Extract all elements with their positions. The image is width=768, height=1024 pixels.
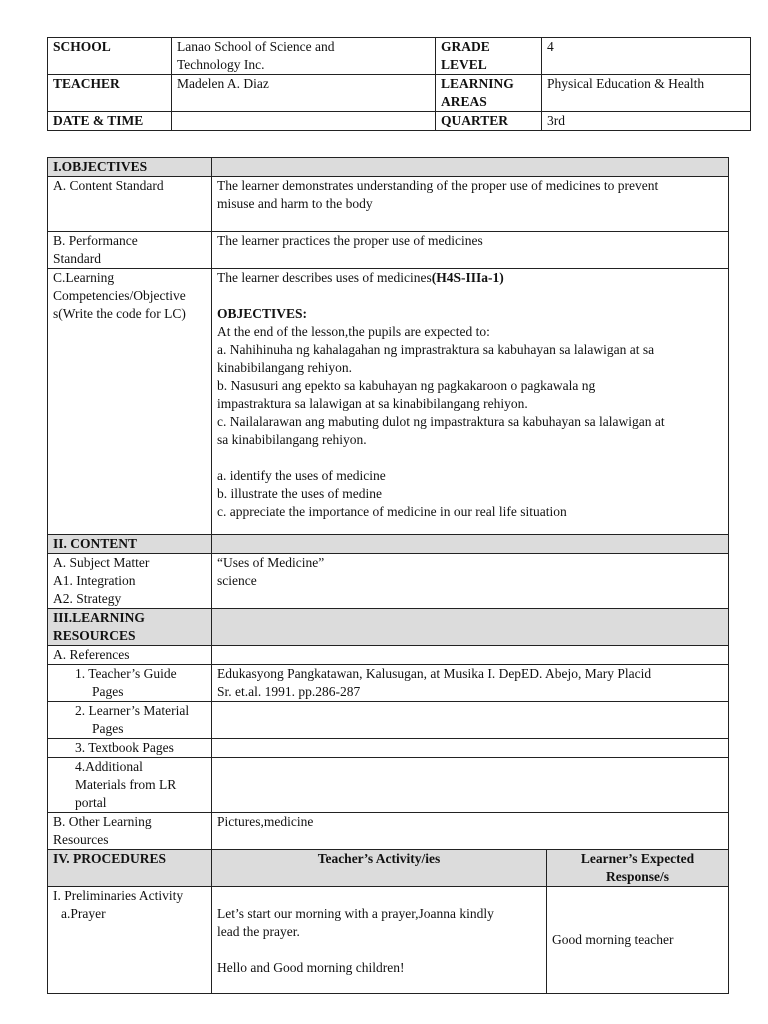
teachers-guide-value: Edukasyong Pangkatawan, Kalusugan, at Musika I. DepED. Abejo, Mary Placid Sr. et.al. 1991. pp.286-287 — [212, 665, 729, 702]
lc-code: (H4S-IIIa-1) — [431, 270, 504, 285]
content-standard-value: The learner demonstrates understanding of the proper use of medicines to prevent misuse and harm to the body — [212, 177, 729, 232]
other-resources-value: Pictures,medicine — [212, 813, 729, 850]
learners-material-label: 2. Learner’s Material Pages — [48, 702, 212, 739]
subject-matter-value: “Uses of Medicine” science — [212, 554, 729, 609]
additional-materials-label: 4.Additional Materials from LR portal — [48, 758, 212, 813]
learning-competencies-value: The learner describes uses of medicines(H4S-IIIa-1) OBJECTIVES: At the end of the lesson,the pupils are expected to: a. Nahihinuha ng kahalagahan ng imprastraktura sa kabuhayan sa lalawigan at sa kinabibilangang rehiyon. b. Nasusuri ang epekto sa kabuhayan ng pagkakaroon o pagkawala ng impastraktura sa lalawigan at sa kinabibilangang rehiyon. c. Nailalarawan ang mabuting dulot ng impastraktura sa kabuhayan sa lalawigan at sa kinabibilangang rehiyon. a. identify the uses of medicine b. illustrate the uses of medine c. appreciate the importance of medicine in our real life situation — [212, 269, 729, 535]
content-heading: II. CONTENT — [48, 535, 212, 554]
content-standard-label: A. Content Standard — [48, 177, 212, 232]
grade-label: GRADE LEVEL — [436, 38, 542, 75]
school-value: Lanao School of Science and Technology Inc. — [172, 38, 436, 75]
teacher-label: TEACHER — [48, 75, 172, 112]
learning-areas-value: Physical Education & Health — [542, 75, 751, 112]
learner-response-cell: Good morning teacher — [547, 887, 729, 994]
learning-resources-heading: III.LEARNING RESOURCES — [48, 609, 212, 646]
performance-standard-value: The learner practices the proper use of medicines — [212, 232, 729, 269]
lesson-plan-table — [47, 157, 729, 994]
date-time-label: DATE & TIME — [48, 112, 172, 131]
references-label: A. References — [48, 646, 212, 665]
learning-competencies-label: C.Learning Competencies/Objective s(Write the code for LC) — [48, 269, 212, 535]
subject-matter-label: A. Subject Matter A1. Integration A2. Strategy — [48, 554, 212, 609]
date-time-value — [172, 112, 436, 131]
teacher-activity-cell: Let’s start our morning with a prayer,Joanna kindly lead the prayer. Hello and Good morning children! — [212, 887, 547, 994]
grade-value: 4 — [542, 38, 751, 75]
procedures-heading: IV. PROCEDURES — [48, 850, 212, 887]
learner-response-heading: Learner’s Expected Response/s — [547, 850, 729, 887]
quarter-label: QUARTER — [436, 112, 542, 131]
preliminaries-label: I. Preliminaries Activity a.Prayer — [48, 887, 212, 994]
other-resources-label: B. Other Learning Resources — [48, 813, 212, 850]
learning-areas-label: LEARNING AREAS — [436, 75, 542, 112]
header-table — [47, 37, 751, 131]
objectives-heading: I.OBJECTIVES — [48, 158, 212, 177]
teacher-value: Madelen A. Diaz — [172, 75, 436, 112]
teachers-guide-label: 1. Teacher’s Guide Pages — [48, 665, 212, 702]
school-label: SCHOOL — [48, 38, 172, 75]
objectives-subheading: OBJECTIVES: — [217, 306, 308, 321]
textbook-pages-label: 3. Textbook Pages — [48, 739, 212, 758]
teacher-activity-heading: Teacher’s Activity/ies — [212, 850, 547, 887]
performance-standard-label: B. Performance Standard — [48, 232, 212, 269]
quarter-value: 3rd — [542, 112, 751, 131]
